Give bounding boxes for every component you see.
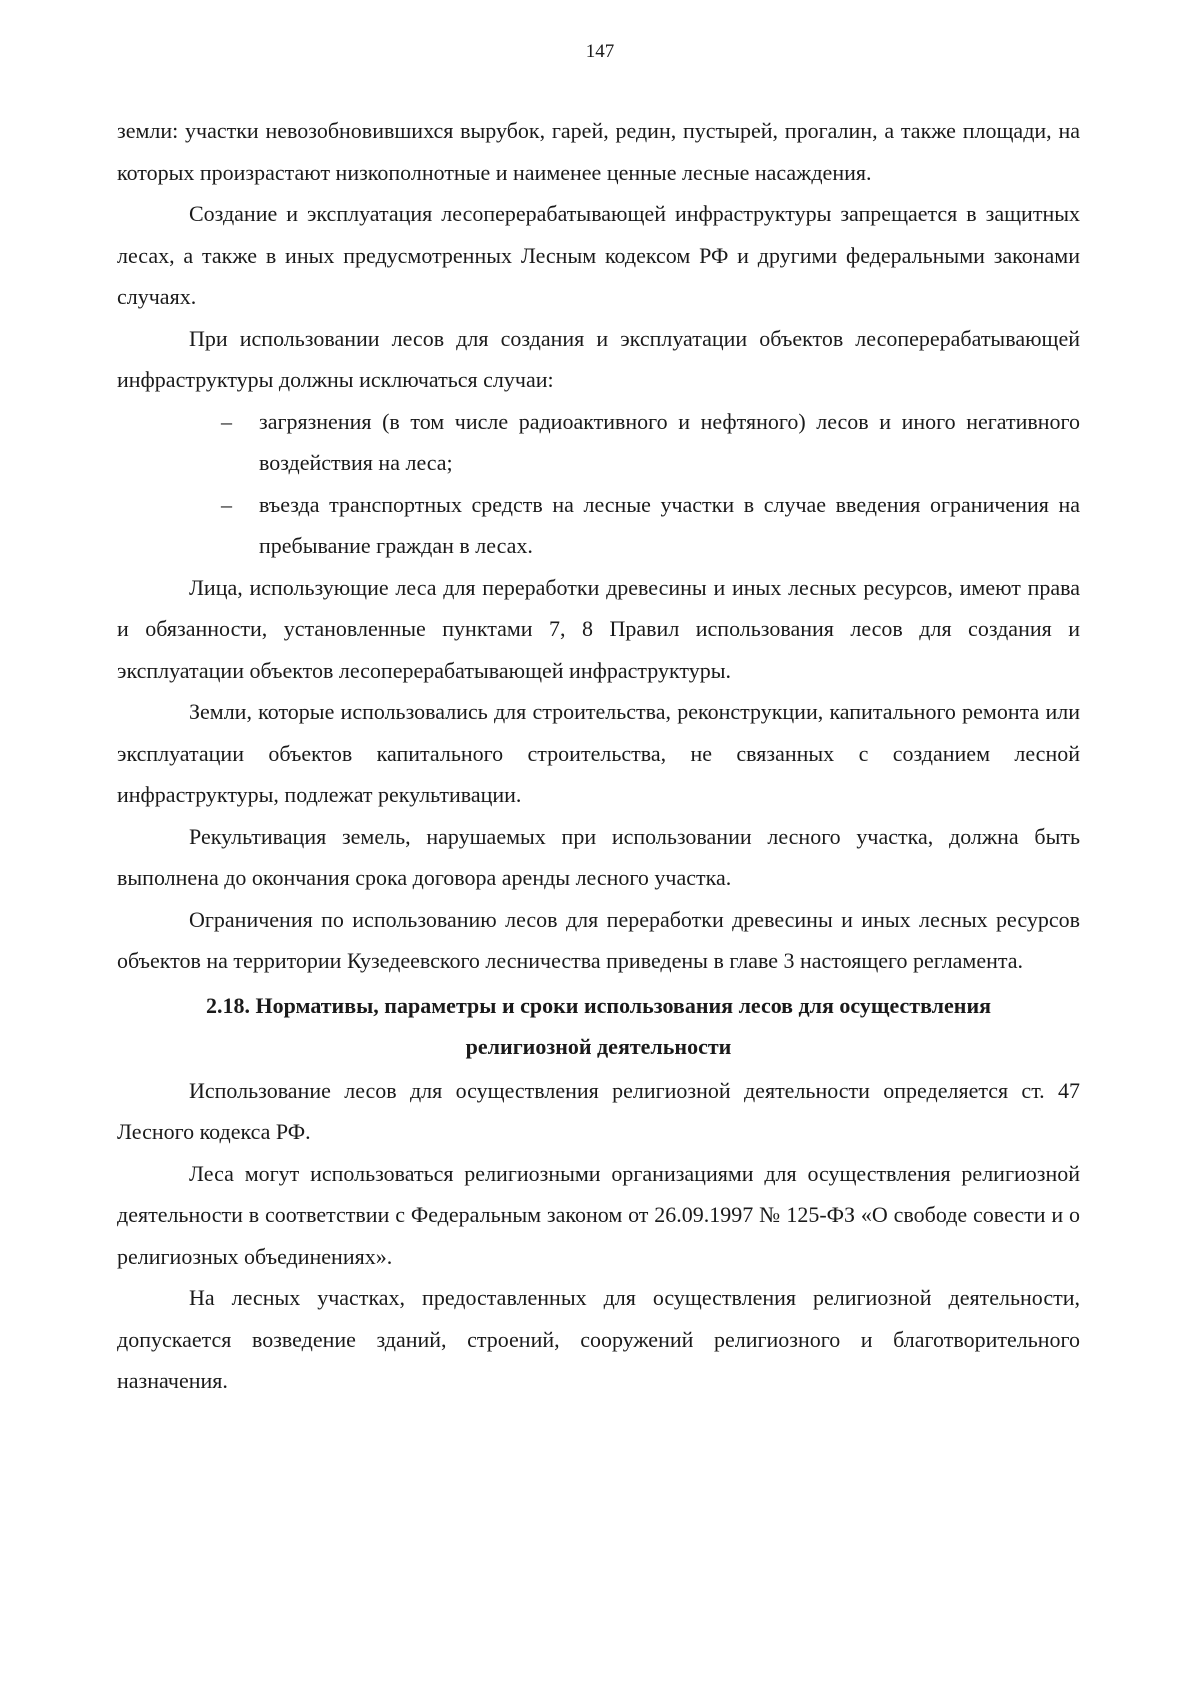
- list-item-text: въезда транспортных средств на лесные участки в случае введения ограничения на пребывание граждан в лесах.: [259, 491, 1080, 558]
- list-item: [117, 484, 1080, 567]
- list-item-text: загрязнения (в том числе радиоактивного и нефтяного) лесов и иного негативного воздействия на леса;: [259, 408, 1080, 475]
- paragraph: При использовании лесов для создания и эксплуатации объектов лесоперерабатывающей инфраструктуры должны исключаться случаи:: [117, 325, 1080, 392]
- paragraph: Земли, которые использовались для строительства, реконструкции, капитального ремонта или эксплуатации объектов капитального строительства, не связанных с созданием лесной инфраструктуры, подлежат рекультивации.: [117, 699, 1080, 807]
- paragraph: На лесных участках, предоставленных для осуществления религиозной деятельности, допускается возведение зданий, строений, сооружений религиозного и благотворительного назначения.: [117, 1285, 1080, 1393]
- paragraph: Рекультивация земель, нарушаемых при использовании лесного участка, должна быть выполнена до окончания срока договора аренды лесного участка.: [117, 823, 1080, 890]
- section-heading-line-2: религиозной деятельности: [465, 1034, 732, 1059]
- list-item: [117, 401, 1080, 484]
- paragraph: Лица, использующие леса для переработки древесины и иных лесных ресурсов, имеют права и обязанности, установленные пунктами 7, 8 Правил использования лесов для создания и эксплуатации объектов лесоперерабатывающей инфраструктуры.: [117, 574, 1080, 683]
- paragraph: Леса могут использоваться религиозными организациями для осуществления религиозной деятельности в соответствии с Федеральным законом от 26.09.1997 № 125-ФЗ «О свободе совести и о религиозных объединениях».: [117, 1160, 1080, 1269]
- paragraph: Создание и эксплуатация лесоперерабатывающей инфраструктуры запрещается в защитных лесах, а также в иных предусмотренных Лесным кодексом РФ и другими федеральными законами случаях.: [117, 201, 1080, 309]
- paragraph: Ограничения по использованию лесов для переработки древесины и иных лесных ресурсов объектов на территории Кузедеевского лесничества приведены в главе 3 настоящего регламента.: [117, 906, 1080, 973]
- paragraph: Использование лесов для осуществления религиозной деятельности определяется ст. 47 Лесного кодекса РФ.: [117, 1077, 1080, 1144]
- paragraph-continuation: земли: участки невозобновившихся вырубок, гарей, редин, пустырей, прогалин, а также площади, на которых произрастают низкополнотные и наименее ценные лесные насаждения.: [117, 118, 1080, 185]
- list-dash: –: [221, 408, 232, 434]
- cases-list: [117, 401, 1080, 567]
- section-heading-line-1: 2.18. Нормативы, параметры и сроки использования лесов для осуществления: [205, 992, 992, 1018]
- page-body: [117, 110, 1080, 1402]
- section-heading: [117, 985, 1080, 1068]
- list-dash: –: [221, 491, 232, 517]
- page-number: 147: [585, 41, 615, 62]
